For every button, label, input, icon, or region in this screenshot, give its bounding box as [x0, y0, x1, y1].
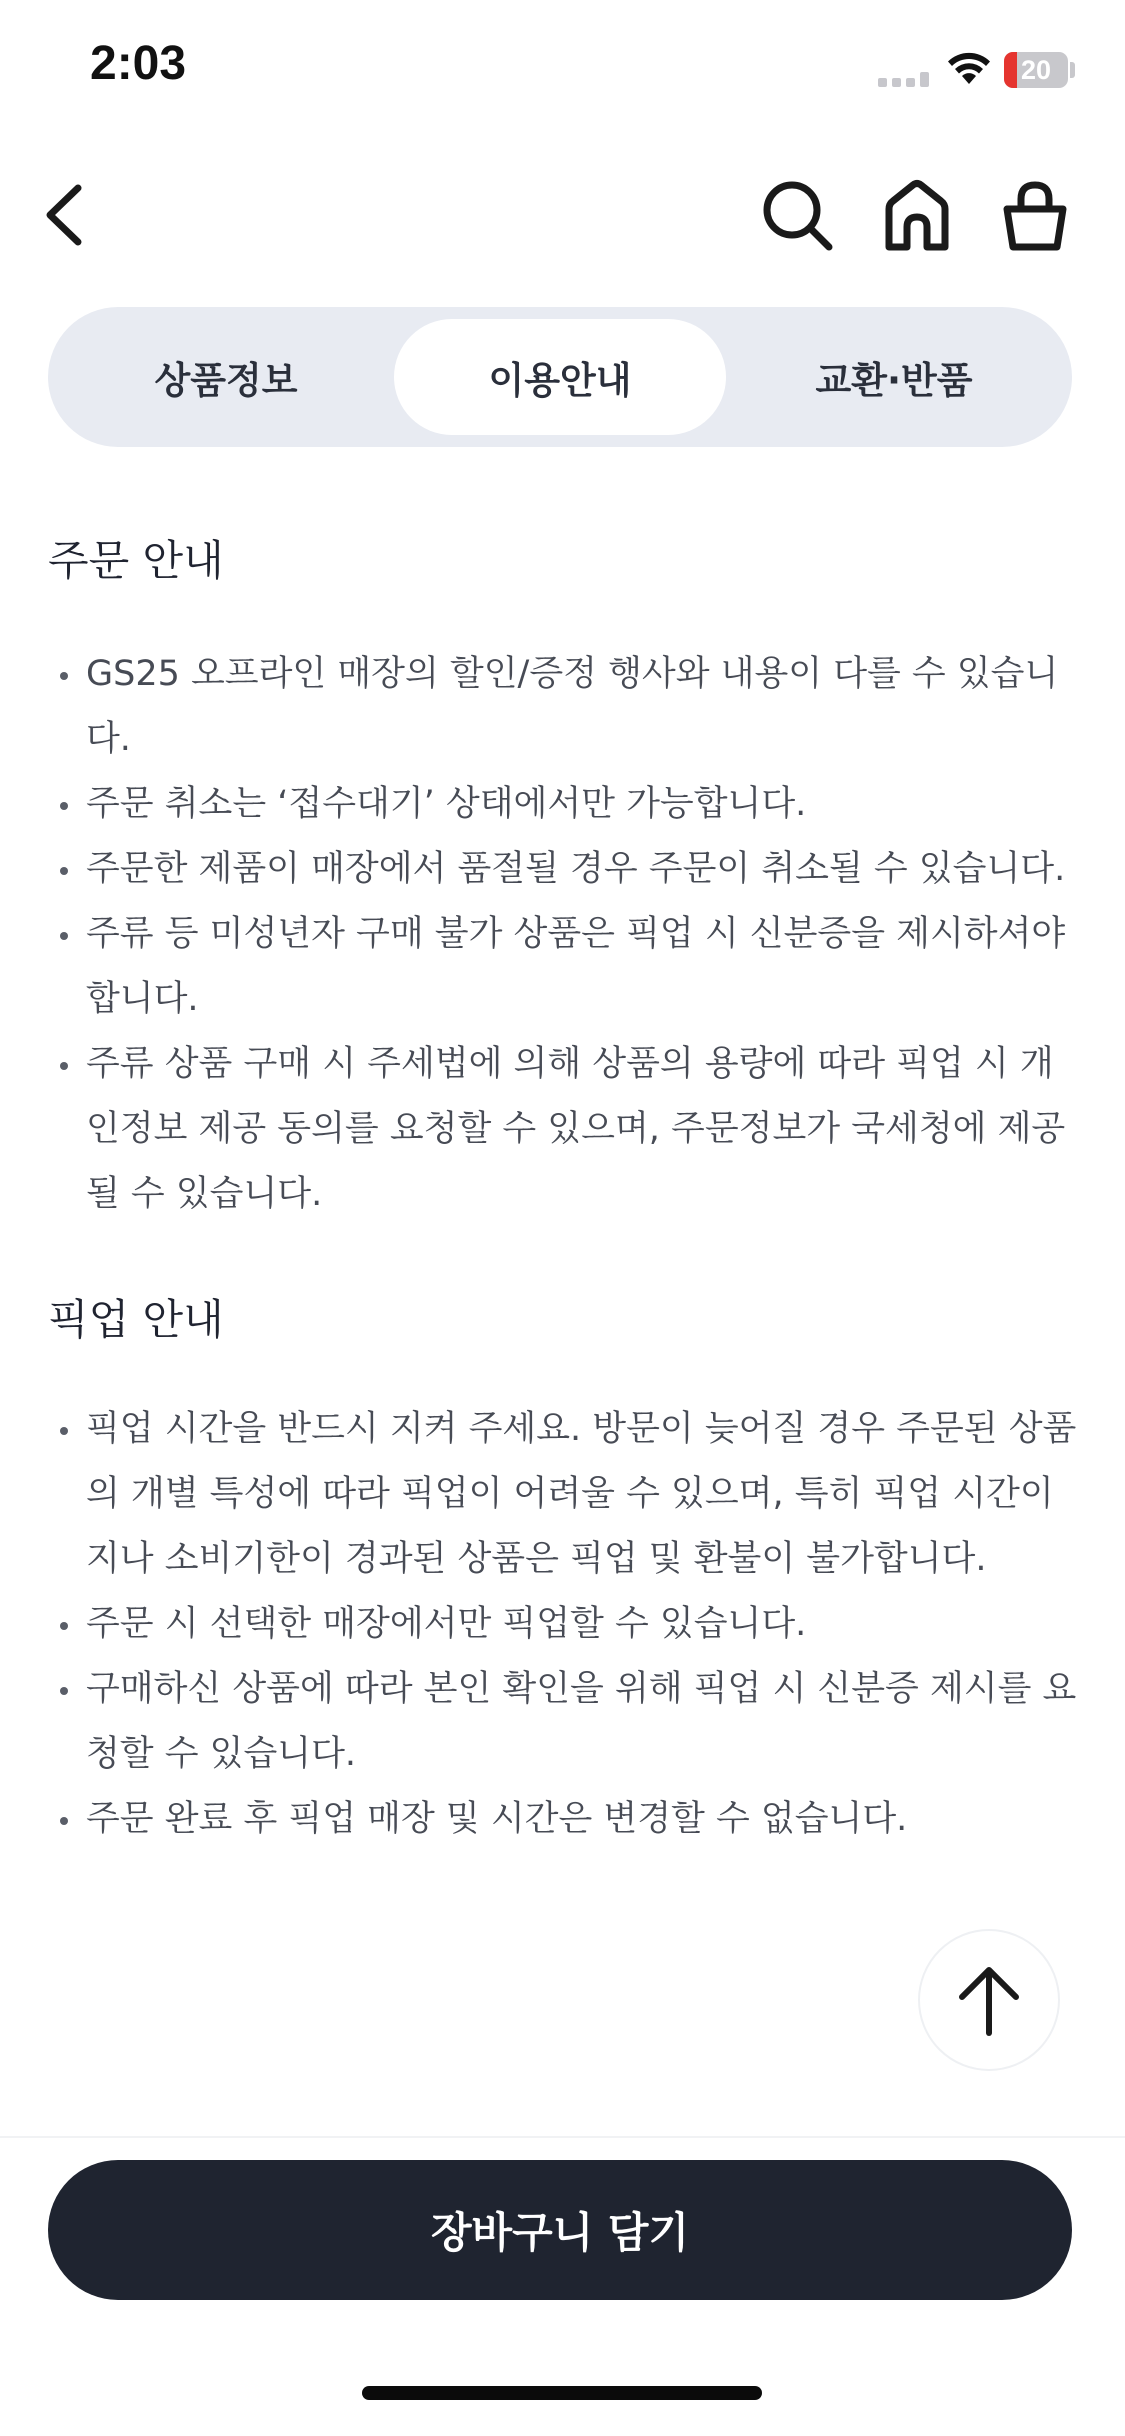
scroll-to-top-button[interactable] [918, 1929, 1060, 2071]
list-item: 주문한 제품이 매장에서 품절될 경우 주문이 취소될 수 있습니다. [48, 837, 1080, 902]
signal-icon [878, 60, 934, 88]
search-button[interactable] [752, 170, 842, 260]
bottom-divider [0, 2136, 1125, 2138]
segmented-tabs [48, 307, 1072, 447]
list-item: 주문 취소는 ‘접수대기’ 상태에서만 가능합니다. [48, 772, 1080, 837]
pickup-notice-list [48, 1397, 1080, 1852]
list-item: 주류 상품 구매 시 주세법에 의해 상품의 용량에 따라 픽업 시 개인정보 제공 동의를 요청할 수 있으며, 주문정보가 국세청에 제공될 수 있습니다. [48, 1032, 1080, 1227]
list-item: 구매하신 상품에 따라 본인 확인을 위해 픽업 시 신분증 제시를 요청할 수 있습니다. [48, 1657, 1080, 1787]
list-item: 주문 완료 후 픽업 매장 및 시간은 변경할 수 없습니다. [48, 1787, 1080, 1852]
order-section-title: 주문 안내 [48, 536, 224, 585]
battery-tip [1070, 62, 1075, 78]
home-button[interactable] [872, 170, 962, 260]
back-button[interactable] [20, 170, 110, 260]
tab-product-info[interactable]: 상품정보 [154, 359, 298, 402]
tab-usage-guide[interactable]: 이용안내 [394, 319, 726, 435]
list-item: 픽업 시간을 반드시 지켜 주세요. 방문이 늦어질 경우 주문된 상품의 개별 특성에 따라 픽업이 어려울 수 있으며, 특히 픽업 시간이 지나 소비기한이 경과된 상품은 픽업 및 환불이 불가합니다. [48, 1397, 1080, 1592]
status-time: 2:03 [90, 37, 187, 90]
search-icon [759, 177, 835, 253]
home-indicator[interactable] [362, 2386, 762, 2400]
cart-bag-icon [1001, 177, 1069, 253]
order-notice-list [48, 642, 1080, 1227]
arrow-up-icon [956, 1963, 1022, 2037]
pickup-section-title: 픽업 안내 [48, 1295, 224, 1344]
battery-percentage: 20 [1020, 55, 1052, 85]
wifi-icon [945, 46, 993, 86]
battery-icon [1004, 52, 1068, 88]
list-item: 주문 시 선택한 매장에서만 픽업할 수 있습니다. [48, 1592, 1080, 1657]
list-item: 주류 등 미성년자 구매 불가 상품은 픽업 시 신분증을 제시하셔야 합니다. [48, 902, 1080, 1032]
status-bar [0, 0, 1125, 135]
home-icon [881, 177, 953, 253]
list-item: GS25 오프라인 매장의 할인/증정 행사와 내용이 다를 수 있습니다. [48, 642, 1080, 772]
tab-exchange-return[interactable]: 교환·반품 [815, 359, 973, 402]
add-to-cart-button[interactable]: 장바구니 담기 [48, 2160, 1072, 2300]
back-arrow-icon [40, 180, 90, 250]
cart-button-nav[interactable] [990, 170, 1080, 260]
